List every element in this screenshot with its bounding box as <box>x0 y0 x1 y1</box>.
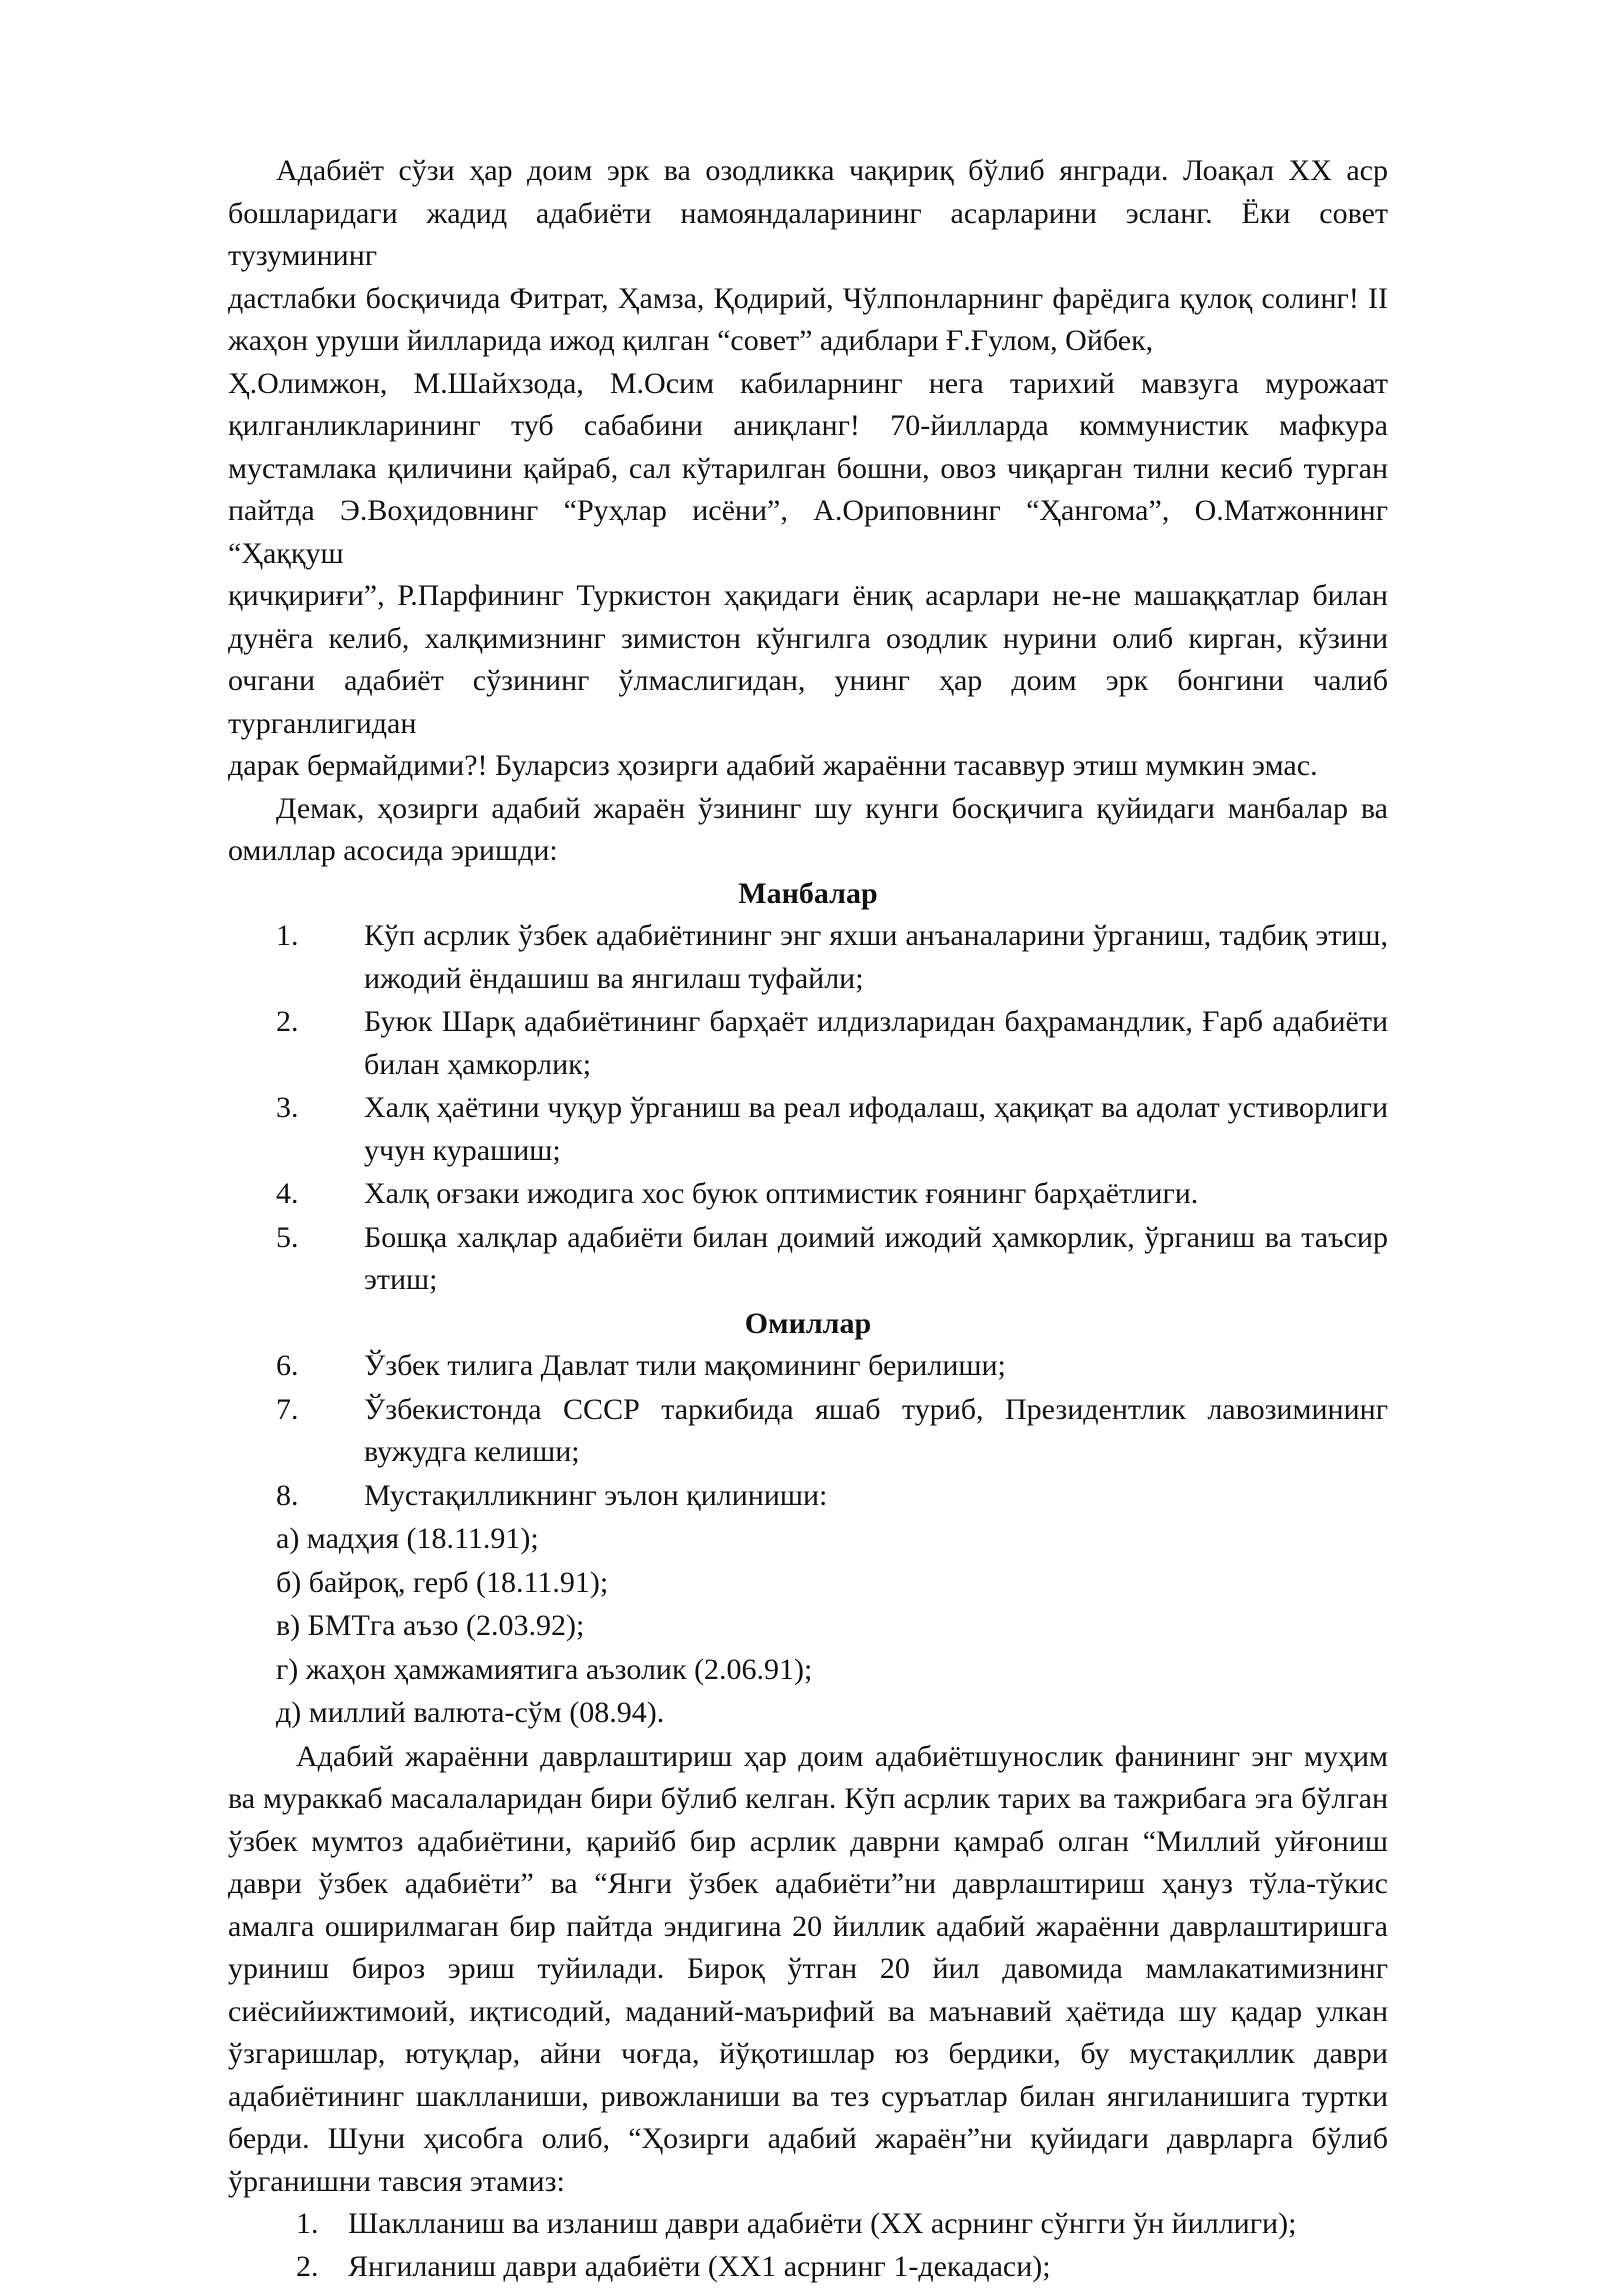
paragraph-line: мустамлака қиличини қайраб, сал кўтарилган бошни, овоз чиқарган тилни кесиб турган <box>228 448 1388 491</box>
paragraph-sources-intro: Демак, ҳозирги адабий жараён ўзининг шу кунги босқичига қуйидаги манбалар ва омиллар асосида эришди: <box>228 788 1388 873</box>
paragraph-periodization: Адабий жараённи даврлаштириш ҳар доим адабиётшунослик фанининг энг муҳим ва мураккаб масалаларидан бири бўлиб келган. Кўп асрлик тарих ва тажрибага эга бўлган ўзбек мумтоз адабиётини, қарийб бир асрлик даврни қамраб олган “Миллий уйғониш даври ўзбек адабиёти” ва “Янги ўзбек адабиёти”ни даврлаштириш ҳануз тўла-тўкис амалга оширилмаган бир пайтда эндигина 20 йиллик адабий жараённи даврлаштиришга уриниш бироз эриш туйилади. Бироқ ўтган 20 йил давомида мамлакатимизнинг сиёсийижтимоий, иқтисодий, маданий-маърифий ва маънавий ҳаётида шу қадар улкан ўзгаришлар, ютуқлар, айни чоғда, йўқотишлар юз бердики, бу мустақиллик даври адабиётининг шаклланиши, ривожланиши ва тез суръатлар билан янгиланишига туртки берди. Шуни ҳисобга олиб, “Ҳозирги адабий жараён”ни қуйидаги даврларга бўлиб ўрганишни тавсия этамиз: <box>228 1736 1388 2204</box>
heading-factors: Омиллар <box>228 1303 1388 1346</box>
list-item-text: Янгиланиш даври адабиёти (ХХ1 асрнинг 1-декадаси); <box>348 2246 1388 2288</box>
list-item-text: Халқ оғзаки ижодига хос буюк оптимистик ғоянинг барҳаётлиги. <box>364 1173 1388 1216</box>
list-item <box>228 1001 1388 1086</box>
independence-sub-list <box>228 1518 1388 1735</box>
list-item-number: 8. <box>228 1475 364 1518</box>
paragraph-line: жаҳон уруши йилларида ижод қилган “совет” адиблари Ғ.Ғулом, Ойбек, <box>228 320 1388 363</box>
list-item-number: 6. <box>228 1345 364 1388</box>
factors-list <box>228 1345 1388 1517</box>
list-item-text: Халқ ҳаётини чуқур ўрганиш ва реал ифодалаш, ҳақиқат ва адолат устиворлиги учун курашиш; <box>364 1087 1388 1172</box>
paragraph-line: Адабиёт сўзи ҳар доим эрк ва озодликка чақириқ бўлиб янгради. Лоақал ХХ аср <box>228 150 1388 193</box>
list-item <box>228 1217 1388 1302</box>
paragraph-intro <box>228 150 1388 788</box>
list-item <box>228 1389 1388 1474</box>
list-item-number: 5. <box>228 1217 364 1302</box>
paragraph-line: Ҳ.Олимжон, М.Шайхзода, М.Осим кабиларнинг нега тарихий мавзуга мурожаат <box>228 363 1388 406</box>
sub-list-item: б) байроқ, герб (18.11.91); <box>228 1562 1388 1605</box>
list-item-text: Ўзбекистонда СССР таркибида яшаб туриб, Президентлик лавозимининг вужудга келиши; <box>364 1389 1388 1474</box>
paragraph-line: дастлабки босқичида Фитрат, Ҳамза, Қодирий, Чўлпонларнинг фарёдига қулоқ солинг! II <box>228 278 1388 321</box>
list-item-number: 1. <box>228 2203 348 2246</box>
list-item <box>228 1173 1388 1216</box>
paragraph-line: бошларидаги жадид адабиёти намояндаларининг асарларини эсланг. Ёки совет тузумининг <box>228 193 1388 278</box>
sub-list-item: г) жаҳон ҳамжамиятига аъзолик (2.06.91); <box>228 1649 1388 1692</box>
paragraph-line: дарак бермайдими?! Буларсиз ҳозирги адабий жараённи тасаввур этиш мумкин эмас. <box>228 745 1388 788</box>
list-item <box>228 915 1388 1000</box>
heading-sources: Манбалар <box>228 873 1388 916</box>
paragraph-line: қичқириғи”, Р.Парфининг Туркистон ҳақидаги ёниқ асарлари не-не машаққатлар билан <box>228 575 1388 618</box>
list-item-text: Кўп асрлик ўзбек адабиётининг энг яхши анъаналарини ўрганиш, тадбиқ этиш, ижодий ёндашиш ва янгилаш туфайли; <box>364 915 1388 1000</box>
list-item <box>228 1087 1388 1172</box>
list-item-text: Ўзбек тилига Давлат тили мақомининг берилиши; <box>364 1345 1388 1388</box>
paragraph-line: қилганликларининг туб сабабини аниқланг! 70-йилларда коммунистик мафкура <box>228 405 1388 448</box>
paragraph-line: дунёга келиб, халқимизнинг зимистон кўнгилга озодлик нурини олиб кирган, кўзини <box>228 618 1388 661</box>
list-item-number: 2. <box>228 1001 364 1086</box>
sub-list-item: в) БМТга аъзо (2.03.92); <box>228 1605 1388 1648</box>
list-item <box>228 1345 1388 1388</box>
list-item-text: Буюк Шарқ адабиётининг барҳаёт илдизларидан баҳрамандлик, Ғарб адабиёти билан ҳамкорлик; <box>364 1001 1388 1086</box>
list-item-number: 4. <box>228 1173 364 1216</box>
list-item-text: Бошқа халқлар адабиёти билан доимий ижодий ҳамкорлик, ўрганиш ва таъсир этиш; <box>364 1217 1388 1302</box>
list-item <box>228 2203 1388 2246</box>
document-page <box>228 150 1388 2288</box>
list-item <box>228 1475 1388 1518</box>
list-item-number: 3. <box>228 1087 364 1172</box>
sub-list-item: а) мадҳия (18.11.91); <box>228 1518 1388 1561</box>
list-item-text: Мустақилликнинг эълон қилиниши: <box>364 1475 1388 1518</box>
list-item-number: 7. <box>228 1389 364 1474</box>
list-item <box>228 2246 1388 2288</box>
list-item-number: 2. <box>228 2246 348 2288</box>
sources-list <box>228 915 1388 1302</box>
sub-list-item: д) миллий валюта-сўм (08.94). <box>228 1692 1388 1735</box>
paragraph-line: пайтда Э.Воҳидовнинг “Руҳлар исёни”, А.Ориповнинг “Ҳангома”, О.Матжоннинг “Ҳаққуш <box>228 490 1388 575</box>
periods-list <box>228 2203 1388 2288</box>
paragraph-line: очгани адабиёт сўзининг ўлмаслигидан, унинг ҳар доим эрк бонгини чалиб турганлигидан <box>228 660 1388 745</box>
list-item-text: Шаклланиш ва изланиш даври адабиёти (ХХ асрнинг сўнгги ўн йиллиги); <box>348 2203 1388 2246</box>
list-item-number: 1. <box>228 915 364 1000</box>
